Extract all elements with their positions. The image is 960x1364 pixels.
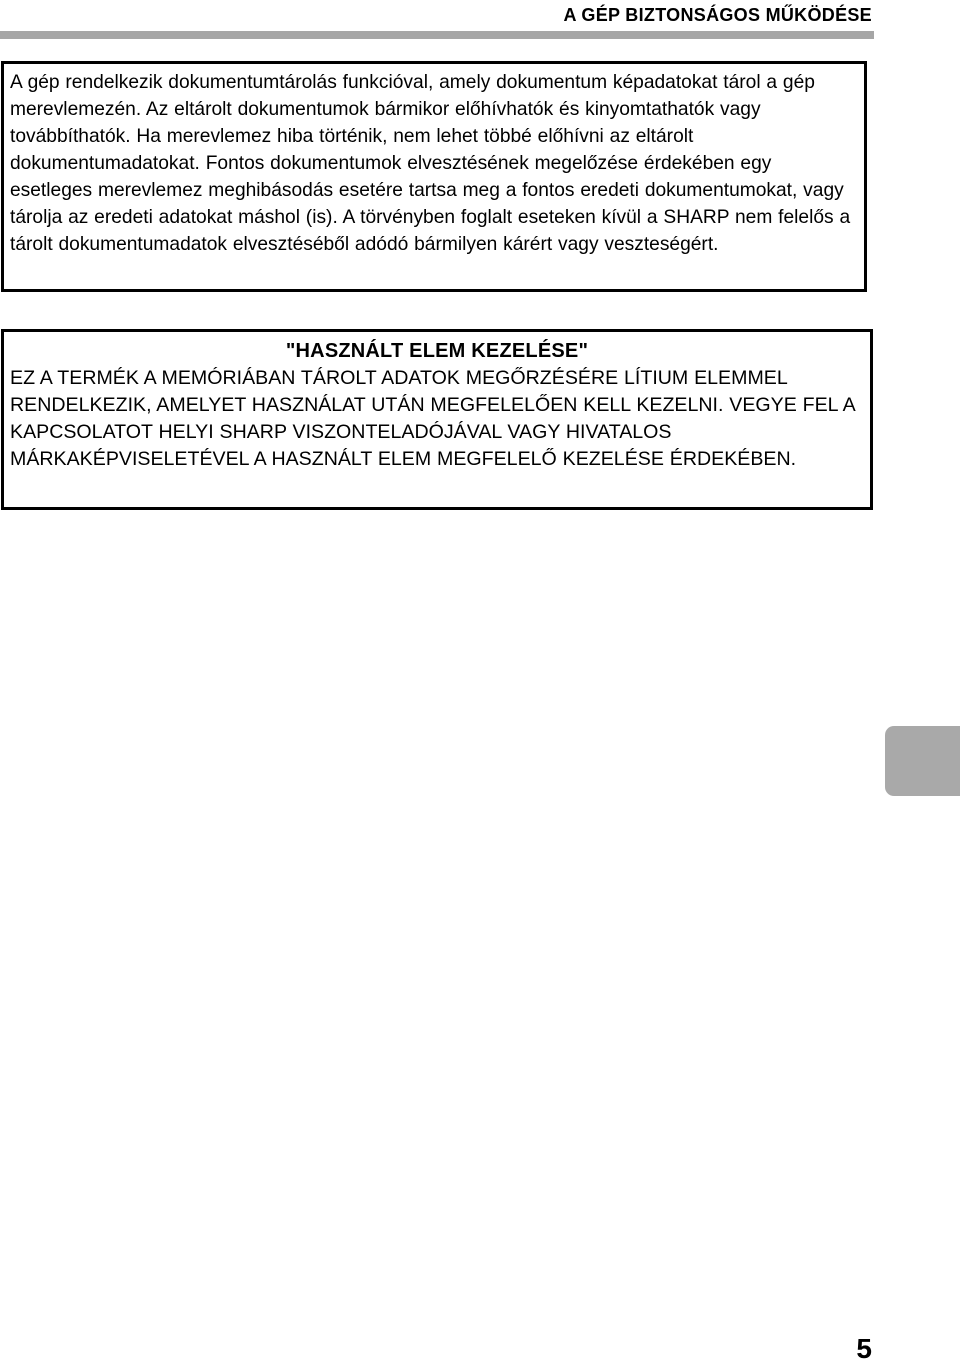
page-header-title: A GÉP BIZTONSÁGOS MŰKÖDÉSE (563, 5, 872, 25)
hard-disk-notice-box (1, 61, 867, 292)
battery-disposal-box (1, 329, 873, 510)
header-rule (0, 31, 874, 39)
chapter-side-tab (885, 726, 960, 796)
battery-disposal-text: EZ A TERMÉK A MEMÓRIÁBAN TÁROLT ADATOK MEGŐRZÉSÉRE LÍTIUM ELEMMEL RENDELKEZIK, AMELYET HASZNÁLAT UTÁN MEGFELELŐEN KELL KEZELNI. VEGYE FEL A KAPCSOLATOT HELYI SHARP VISZONTELADÓJÁVAL VAGY HIVATALOS MÁRKAKÉPVISELETÉVEL A HASZNÁLT ELEM MEGFELELŐ KEZELÉSE ÉRDEKÉBEN. (10, 367, 855, 470)
hard-disk-notice-text: A gép rendelkezik dokumentumtárolás funkcióval, amely dokumentum képadatokat tárol a gép merevlemezén. Az eltárolt dokumentumok bármikor előhívhatók és kinyomtathatók vagy továbbíthatók. Ha merevlemez hiba történik, nem lehet többé előhívni az eltárolt dokumentumadatokat. Fontos dokumentumok elvesztésének megelőzése érdekében egy esetleges merevlemez meghibásodás esetére tartsa meg a fontos eredeti dokumentumokat, vagy tárolja az eredeti adatokat máshol (is). A törvényben foglalt eseteken kívül a SHARP nem felelős a tárolt dokumentumadatok elvesztéséből adódó bármilyen kárért vagy veszteségért. (10, 72, 851, 255)
page-number: 5 (856, 1333, 872, 1364)
battery-disposal-title: "HASZNÁLT ELEM KEZELÉSE" (285, 340, 589, 362)
